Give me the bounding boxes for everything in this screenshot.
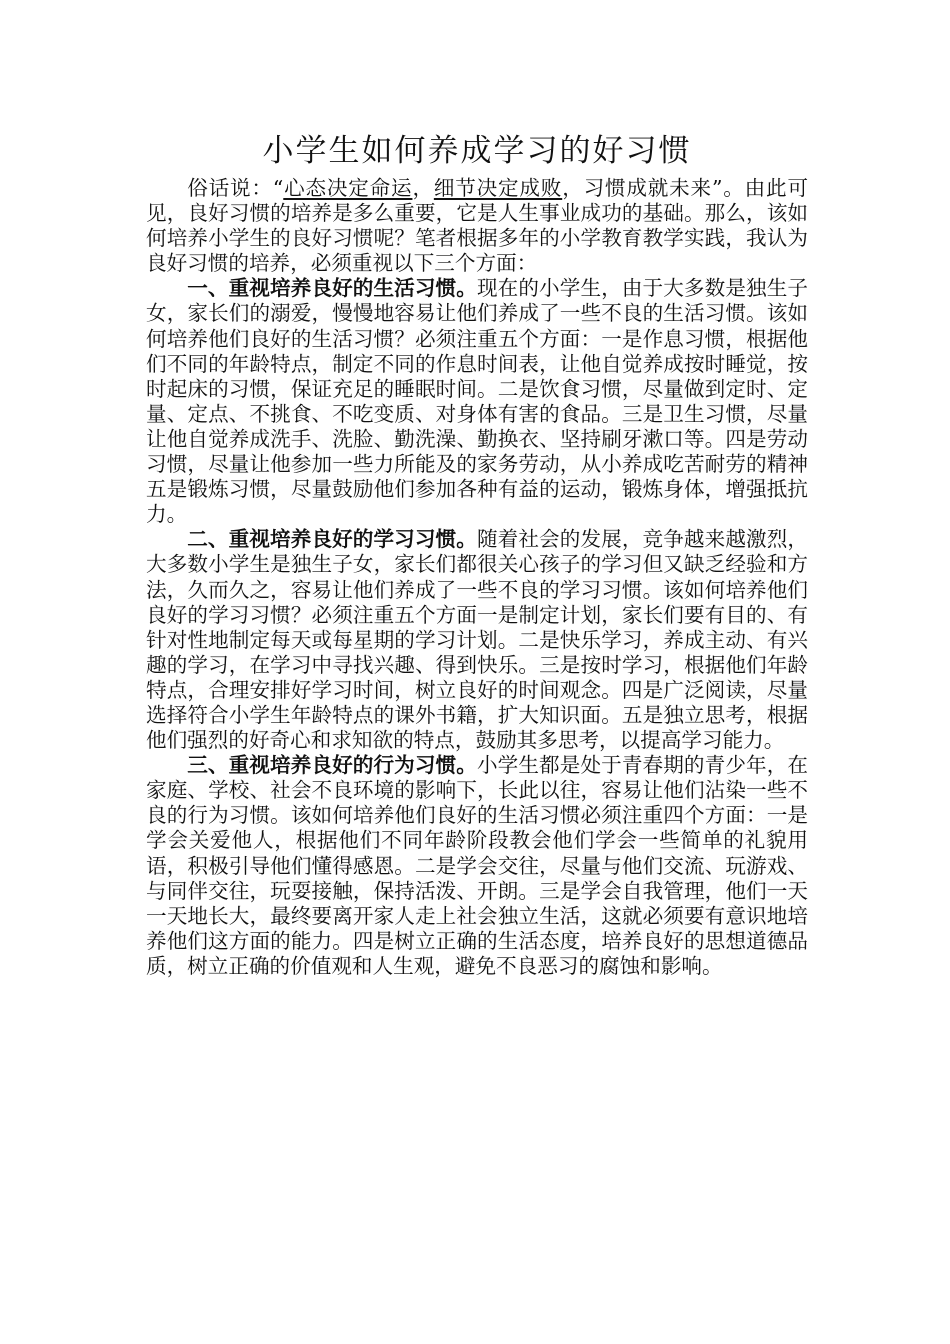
section-3-body: 小学生都是处于青春期的青少年，在家庭、学校、社会不良环境的影响下，长此以往，容易让他们沾染一些不良的行为习惯。该如何培养他们良好的生活习惯必须注重四个方面：一是学会关爱他人，根据他们不同年龄阶段教会他们学会一些简单的礼貌用语，积极引导他们懂得感恩。二是学会交往，尽量与他们交流、玩游戏、与同伴交往，玩耍接触，保持活泼、开朗。三是学会自我管理，他们一天一天地长大，最终要离开家人走上社会独立生活，这就必须要有意识地培养他们这方面的能力。四是树立正确的生活态度，培养良好的思想道德品质，树立正确的价值观和人生观，避免不良恶习的腐蚀和影响。 [146,753,809,978]
section-2-body: 随着社会的发展，竞争越来越激烈，大多数小学生是独生子女，家长们都很关心孩子的学习但又缺乏经验和方法，久而久之，容易让他们养成了一些不良的学习习惯。该如何培养他们良好的学习习惯？必须注重五个方面一是制定计划，家长们要有目的、有针对性地制定每天或每星期的学习计划。二是快乐学习，养成主动、有兴趣的学习，在学习中寻找兴趣、得到快乐。三是按时学习，根据他们年龄特点，合理安排好学习时间，树立良好的时间观念。四是广泛阅读，尽量选择符合小学生年龄特点的课外书籍，扩大知识面。五是独立思考，根据他们强烈的好奇心和求知欲的特点，鼓励其多思考，以提高学习能力。 [146,527,809,753]
section-3-paragraph [146,753,808,979]
section-1-body: 现在的小学生，由于大多数是独生子女，家长们的溺爱，慢慢地容易让他们养成了一些不良的生活习惯。该如何培养他们良好的生活习惯？必须注重五个方面：一是作息习惯，根据他们不同的年龄特点，制定不同的作息时间表，让他自觉养成按时睡觉，按时起床的习惯，保证充足的睡眠时间。二是饮食习惯，尽量做到定时、定量、定点、不挑食、不吃变质、对身体有害的食品。三是卫生习惯，尽量让他自觉养成洗手、洗脸、勤洗澡、勤换衣、坚持刷牙漱口等。四是劳动习惯，尽量让他参加一些力所能及的家务劳动，从小养成吃苦耐劳的精神五是锻炼习惯，尽量鼓励他们参加各种有益的运动，锻炼身体，增强抵抗力。 [146,276,809,527]
intro-rest: ，习惯成就未来”。由此可见，良好习惯的培养是多么重要，它是人生事业成功的基础。那么，该如何培养小学生的良好习惯呢？笔者根据多年的小学教育教学实践，我认为良好习惯的培养，必须重视以下三个方面： [146,176,809,276]
section-1-heading: 一、重视培养良好的生活习惯。 [187,276,477,301]
section-2-paragraph [146,527,808,753]
intro-prefix: 俗话说：“ [187,176,284,200]
section-1-paragraph [146,276,808,527]
document-content [146,128,808,979]
intro-separator: ， [412,176,434,200]
section-3-heading: 三、重视培养良好的行为习惯。 [187,753,477,778]
document-title: 小学生如何养成学习的好习惯 [262,133,692,169]
intro-quote-part1: 心态决定命运 [283,176,413,200]
intro-paragraph [146,176,808,276]
section-2-heading: 二、重视培养良好的学习习惯。 [187,527,477,552]
intro-quote-part2: 细节决定成败 [433,176,563,200]
